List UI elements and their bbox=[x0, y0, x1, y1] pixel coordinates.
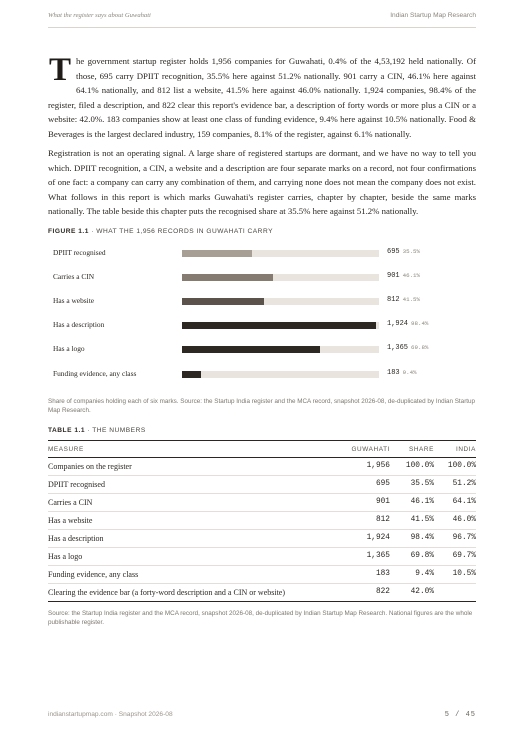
guwahati-cell: 695 bbox=[336, 475, 390, 493]
intro-text: he government startup register holds 1,956 companies for Guwahati, 0.4% of the 4,53,192 held nationally. Of those, 695 carry DPIIT recognition, 35.5% here against 51.2% nationally. 901 carry a CIN, 46.1% here against 64.1% nationally, and 812 list a website, 41.5% here against 46.0% nationally. 1,924 companies, 98.4% of the register, filed a description, and 822 clear this report's evidence bar, a description of forty words or more plus a CIN or a website: 42.0%. 183 companies show at least one class of funding evidence, 9.4% here against 10.5% nationally. Food & Beverages is the largest declared industry, 159 companies, 8.1% of the register, against 6.1% nationally. bbox=[48, 56, 476, 139]
table-row bbox=[48, 511, 476, 529]
guwahati-cell: 1,924 bbox=[336, 529, 390, 547]
bar-count: 1,924 bbox=[387, 320, 409, 329]
publisher-name: Indian Startup Map Research bbox=[390, 12, 476, 19]
table-row bbox=[48, 547, 476, 565]
bar-count: 1,365 bbox=[387, 344, 409, 353]
share-cell: 41.5% bbox=[390, 511, 434, 529]
bar-share: 9.4% bbox=[402, 368, 417, 376]
bar bbox=[182, 274, 273, 281]
table-row bbox=[48, 493, 476, 511]
bar-value-label bbox=[387, 320, 428, 328]
bar-chart bbox=[48, 245, 476, 395]
share-cell: 42.0% bbox=[390, 583, 434, 601]
guwahati-cell: 901 bbox=[336, 493, 390, 511]
bar-track bbox=[182, 274, 379, 281]
share-cell: 46.1% bbox=[390, 493, 434, 511]
guwahati-cell: 1,365 bbox=[336, 547, 390, 565]
table-title: · THE NUMBERS bbox=[87, 426, 146, 434]
measure-cell: Has a description bbox=[48, 529, 336, 547]
bar-track bbox=[182, 322, 379, 329]
guwahati-cell: 1,956 bbox=[336, 457, 390, 475]
bar-count: 901 bbox=[387, 271, 400, 280]
page-footer bbox=[48, 711, 476, 719]
measure-cell: Has a website bbox=[48, 511, 336, 529]
india-cell: 69.7% bbox=[434, 547, 476, 565]
bar-value-label bbox=[387, 344, 428, 352]
guwahati-cell: 812 bbox=[336, 511, 390, 529]
bar-track bbox=[182, 250, 379, 257]
column-header-india: INDIA bbox=[434, 440, 476, 457]
bar-label: Has a description bbox=[53, 320, 105, 330]
bar-share: 41.5% bbox=[402, 295, 421, 303]
table-row bbox=[48, 565, 476, 583]
table-row bbox=[48, 529, 476, 547]
bar-track bbox=[182, 298, 379, 305]
india-cell: 46.0% bbox=[434, 511, 476, 529]
guwahati-cell: 183 bbox=[336, 565, 390, 583]
share-cell: 69.8% bbox=[390, 547, 434, 565]
body-paragraph: Registration is not an operating signal. A large share of registered startups are dormant, and we have no way to tell you which. DPIIT recognition, a CIN, a website and a description are four separate marks on a record, not four confirmations of one fact: a company can carry any combination of them, and carrying none does not mean the company does not exist. What follows in this report is which marks Guwahati's register carries, chapter by chapter, beside the same marks nationally. The table beside this chapter puts the recognised share at 35.5% here against 51.2% nationally. bbox=[48, 148, 476, 216]
bar-share: 69.8% bbox=[411, 344, 429, 352]
bar-value-label bbox=[387, 296, 420, 304]
bar bbox=[182, 346, 320, 353]
measure-cell: Carries a CIN bbox=[48, 493, 336, 511]
share-cell: 35.5% bbox=[390, 475, 434, 493]
page-number: 5 / 45 bbox=[444, 711, 476, 719]
measure-cell: DPIIT recognised bbox=[48, 475, 336, 493]
bar-label: Has a website bbox=[53, 295, 95, 305]
running-header bbox=[48, 12, 476, 28]
table-row bbox=[48, 475, 476, 493]
measure-cell: Funding evidence, any class bbox=[48, 565, 336, 583]
bar-count: 812 bbox=[387, 295, 400, 304]
guwahati-cell: 822 bbox=[336, 583, 390, 601]
figure-note: Share of companies holding each of six marks. Source: the Startup India register and the MCA record, snapshot 2026-08, de-duplicated by Indian Startup Map Research. bbox=[48, 397, 476, 414]
intro-paragraph bbox=[48, 54, 476, 141]
bar-count: 695 bbox=[387, 247, 400, 256]
drop-cap: T bbox=[49, 52, 72, 88]
bar-share: 35.5% bbox=[402, 247, 421, 255]
india-cell: 96.7% bbox=[434, 529, 476, 547]
india-cell: 64.1% bbox=[434, 493, 476, 511]
bar bbox=[182, 371, 201, 378]
bar-value-label bbox=[387, 248, 420, 256]
bar-share: 46.1% bbox=[402, 271, 421, 279]
table-label: TABLE 1.1 bbox=[48, 426, 85, 434]
column-header-measure: MEASURE bbox=[48, 440, 336, 457]
bar bbox=[182, 298, 264, 305]
bar-share: 98.4% bbox=[411, 320, 429, 328]
figure-title: · WHAT THE 1,956 RECORDS IN GUWAHATI CARRY bbox=[91, 227, 273, 235]
table-header-row bbox=[48, 440, 476, 457]
bar-track bbox=[182, 346, 379, 353]
bar-value-label bbox=[387, 272, 420, 280]
bar bbox=[182, 322, 376, 329]
india-cell: 51.2% bbox=[434, 475, 476, 493]
india-cell: 10.5% bbox=[434, 565, 476, 583]
table-row bbox=[48, 457, 476, 475]
share-cell: 98.4% bbox=[390, 529, 434, 547]
footer-site: indianstartupmap.com · Snapshot 2026-08 bbox=[48, 711, 173, 718]
bar-track bbox=[182, 371, 379, 378]
table-caption bbox=[48, 427, 476, 434]
chapter-title: What the register says about Guwahati bbox=[48, 12, 151, 19]
bar bbox=[182, 250, 252, 257]
report-body bbox=[48, 54, 476, 628]
bar-value-label bbox=[387, 369, 417, 377]
measure-cell: Clearing the evidence bar (a forty-word description and a CIN or website) bbox=[48, 583, 336, 601]
measure-cell: Companies on the register bbox=[48, 457, 336, 475]
table-row bbox=[48, 583, 476, 601]
share-cell: 9.4% bbox=[390, 565, 434, 583]
column-header-share: SHARE bbox=[390, 440, 434, 457]
bar-label: Carries a CIN bbox=[53, 271, 95, 281]
bar-label: Has a logo bbox=[53, 344, 85, 354]
share-cell: 100.0% bbox=[390, 457, 434, 475]
india-cell: 100.0% bbox=[434, 457, 476, 475]
bar-label: Funding evidence, any class bbox=[53, 368, 137, 378]
bar-label: DPIIT recognised bbox=[53, 247, 106, 257]
numbers-table bbox=[48, 440, 476, 602]
column-header-guwahati: GUWAHATI bbox=[336, 440, 390, 457]
india-cell bbox=[434, 583, 476, 601]
figure-caption bbox=[48, 228, 476, 235]
figure-label: FIGURE 1.1 bbox=[48, 227, 89, 235]
table-note: Source: the Startup India register and the MCA record, snapshot 2026-08, de-duplicated by Indian Startup Map Research. National figures are the whole publishable register. bbox=[48, 609, 473, 626]
bar-count: 183 bbox=[387, 368, 400, 377]
measure-cell: Has a logo bbox=[48, 547, 336, 565]
